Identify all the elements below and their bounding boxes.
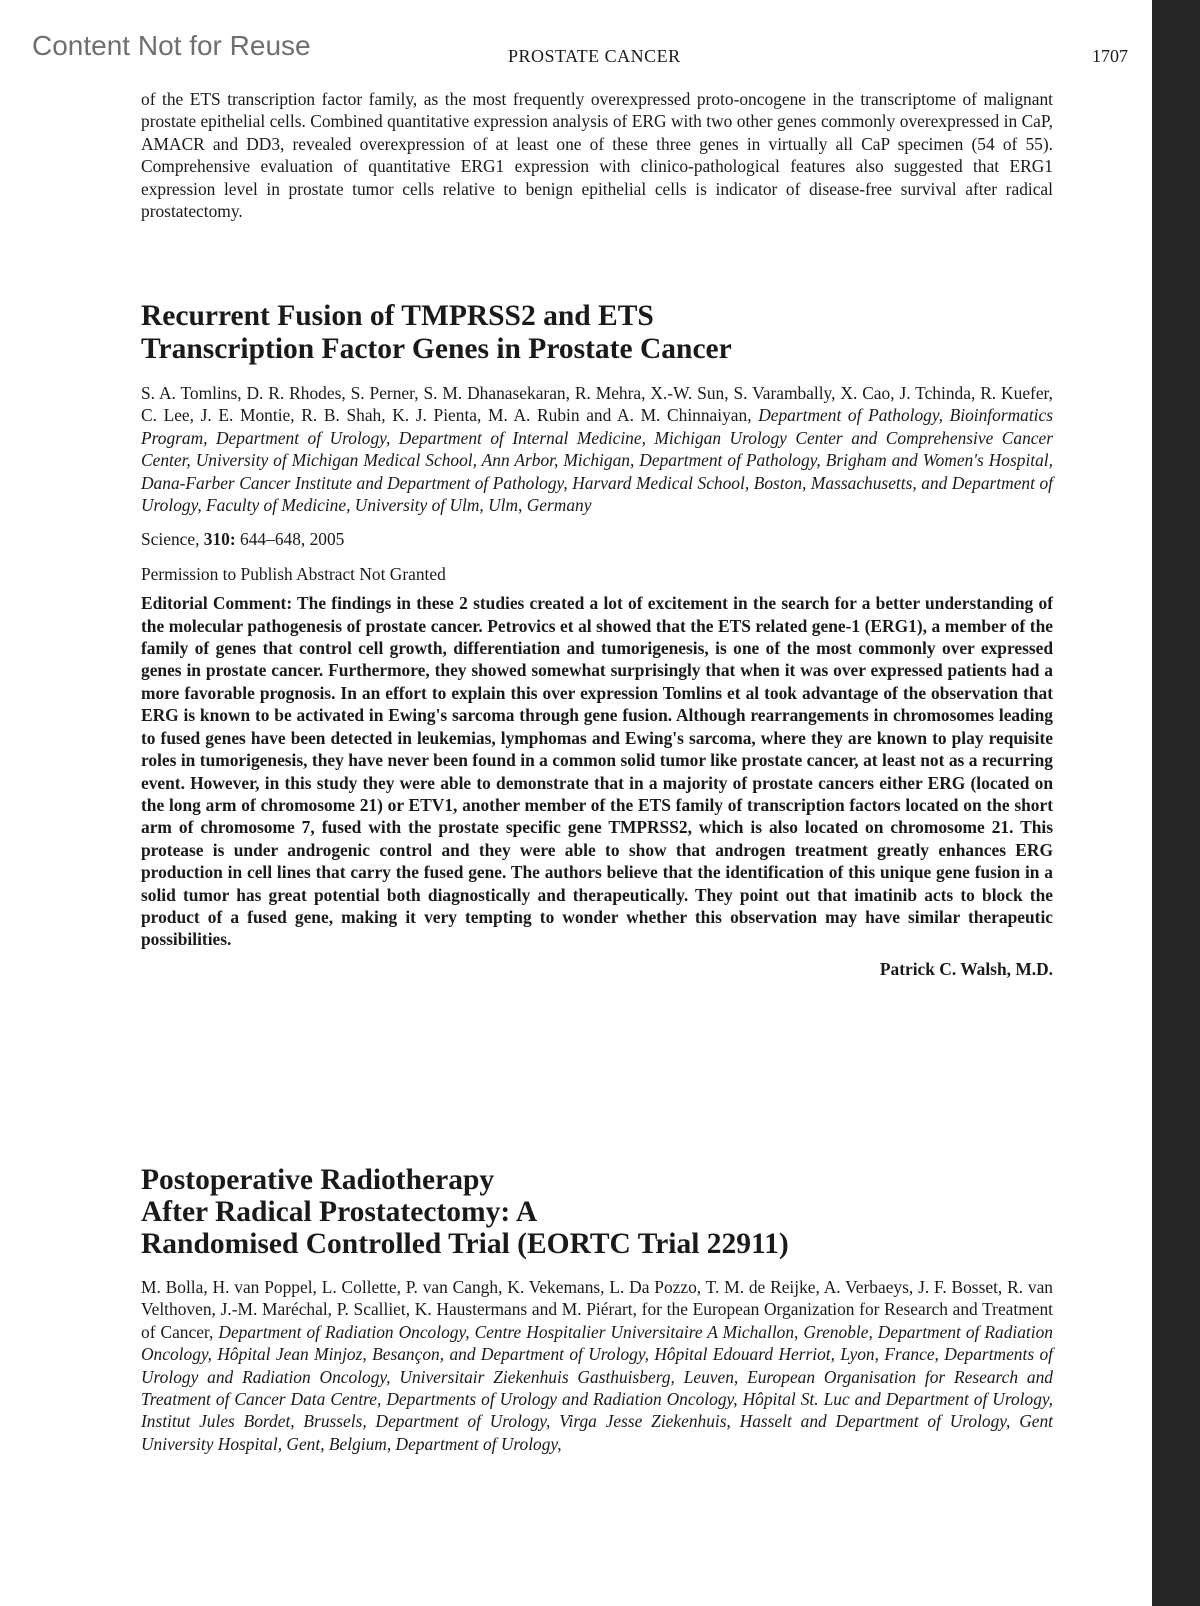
permission-note: Permission to Publish Abstract Not Granted — [141, 563, 446, 584]
title-line: Randomised Controlled Trial (EORTC Trial 22911) — [141, 1228, 789, 1260]
page-number: 1707 — [1092, 46, 1128, 66]
article-1-title — [141, 300, 1053, 366]
pages-year: 644–648, 2005 — [240, 529, 345, 550]
editorial-comment: Editorial Comment: The findings in these 2 studies created a lot of excitement in the search for a better understanding of the molecular pathogenesis of prostate cancer. Petrovics et al showed that the ETS related gene-1 (ERG1), a member of the family of genes that control cell growth, differentiation and tumorigenesis, is one of the most commonly over expressed genes in prostate cancer. Furthermore, they showed somewhat surprisingly that when it was over expressed patients had a more favorable prognosis. In an effort to explain this over expression Tomlins et al took advantage of the observation that ERG is known to be activated in Ewing's sarcoma through gene fusion. Although rearrangements in chromosomes leading to fused genes have been detected in leukemias, lymphomas and Ewing's sarcoma, where they are known to play requisite roles in tumorigenesis, they have never been found in a common solid tumor like prostate cancer, at least not as a recurring event. However, in this study they were able to demonstrate that in a majority of prostate cancers either ERG (located on the long arm of chromosome 21) or ETV1, another member of the ETS family of transcription factors located on the short arm of chromosome 7, fused with the prostate specific gene TMPRSS2, which is also located on chromosome 21. This protease is under androgenic control and they were able to show that androgen treatment greatly enhances ERG production in cell lines that carry the fused gene. The authors believe that the identification of this unique gene fusion in a solid tumor has great potential both diagnostically and therapeutically. They point out that imatinib acts to block the product of a fused gene, making it very tempting to wonder whether this observation may have similar therapeutic possibilities. — [141, 593, 1053, 950]
title-line: Transcription Factor Genes in Prostate Cancer — [141, 333, 732, 365]
intro-paragraph: of the ETS transcription factor family, as the most frequently overexpressed proto-oncogene in the transcriptome of malignant prostate epithelial cells. Combined quantitative expression analysis of ERG with two other genes commonly overexpressed in CaP, AMACR and DD3, revealed overexpression of at least one of these three genes in virtually all CaP specimen (54 of 55). Comprehensive evaluation of quantitative ERG1 expression with clinico-pathological features also suggested that ERG1 expression level in prostate tumor cells relative to benign epithelial cells is indicator of disease-free survival after radical prostatectomy. — [141, 89, 1053, 222]
title-line: Recurrent Fusion of TMPRSS2 and ETS — [141, 300, 654, 332]
watermark: Content Not for Reuse — [32, 30, 311, 61]
article-2 — [141, 1164, 1053, 1455]
authors: M. Bolla, H. van Poppel, L. Collette, P. van Cangh, K. Vekemans, L. Da Pozzo, T. M. de Reijke, A. Verbaeys, J. F. Bosset, R. van Velthoven, J.-M. Maréchal, P. Scalliet, K. Haustermans and M. Piérart, for the European Organization for Research and Treatment of Cancer, — [141, 1277, 1053, 1342]
article-1 — [141, 300, 1053, 980]
affiliation: Department of Pathology, Bioinformatics Program, Department of Urology, Department of Internal Medicine, Michigan Urology Center and Comprehensive Cancer Center, University of Michigan Medical School, Ann Arbor, Michigan, Department of Pathology, Brigham and Women's Hospital, Dana-Farber Cancer Institute and Department of Pathology, Harvard Medical School, Boston, Massachusetts, and Department of Urology, Faculty of Medicine, University of Ulm, Ulm, Germany — [141, 405, 1053, 516]
citation — [141, 528, 1053, 550]
article-2-authors — [141, 1276, 1053, 1455]
intro-section — [141, 88, 1053, 222]
article-1-authors — [141, 382, 1053, 516]
article-2-title — [141, 1164, 1053, 1260]
affiliation: Department of Radiation Oncology, Centre Hospitalier Universitaire A Michallon, Grenoble, Department of Radiation Oncology, Hôpital Jean Minjoz, Besançon, and Department of Urology, Hôpital Edouard Herriot, Lyon, France, Departments of Urology and Radiation Oncology, Universitair Ziekenhuis Gasthuisberg, Leuven, European Organisation for Research and Treatment of Cancer Data Centre, Departments of Urology and Radiation Oncology, Hôpital St. Luc and Department of Urology, Institut Jules Bordet, Brussels, Department of Urology, Virga Jesse Ziekenhuis, Hasselt and Department of Urology, Gent University Hospital, Gent, Belgium, Department of Urology, — [141, 1321, 1053, 1454]
running-head: PROSTATE CANCER — [508, 46, 681, 66]
title-line: Postoperative Radiotherapy — [141, 1164, 495, 1196]
journal: Science, — [141, 529, 200, 550]
signature: Patrick C. Walsh, M.D. — [879, 958, 1053, 979]
authors: S. A. Tomlins, D. R. Rhodes, S. Perner, S. M. Dhanasekaran, R. Mehra, X.-W. Sun, S. Varambally, X. Cao, J. Tchinda, R. Kuefer, C. Lee, J. E. Montie, R. B. Shah, K. J. Pienta, M. A. Rubin and A. M. Chinnaiyan, — [141, 383, 1053, 426]
volume: 310: — [203, 529, 236, 550]
viewer-side-panel — [1152, 0, 1200, 1606]
title-line: After Radical Prostatectomy: A — [141, 1196, 538, 1228]
